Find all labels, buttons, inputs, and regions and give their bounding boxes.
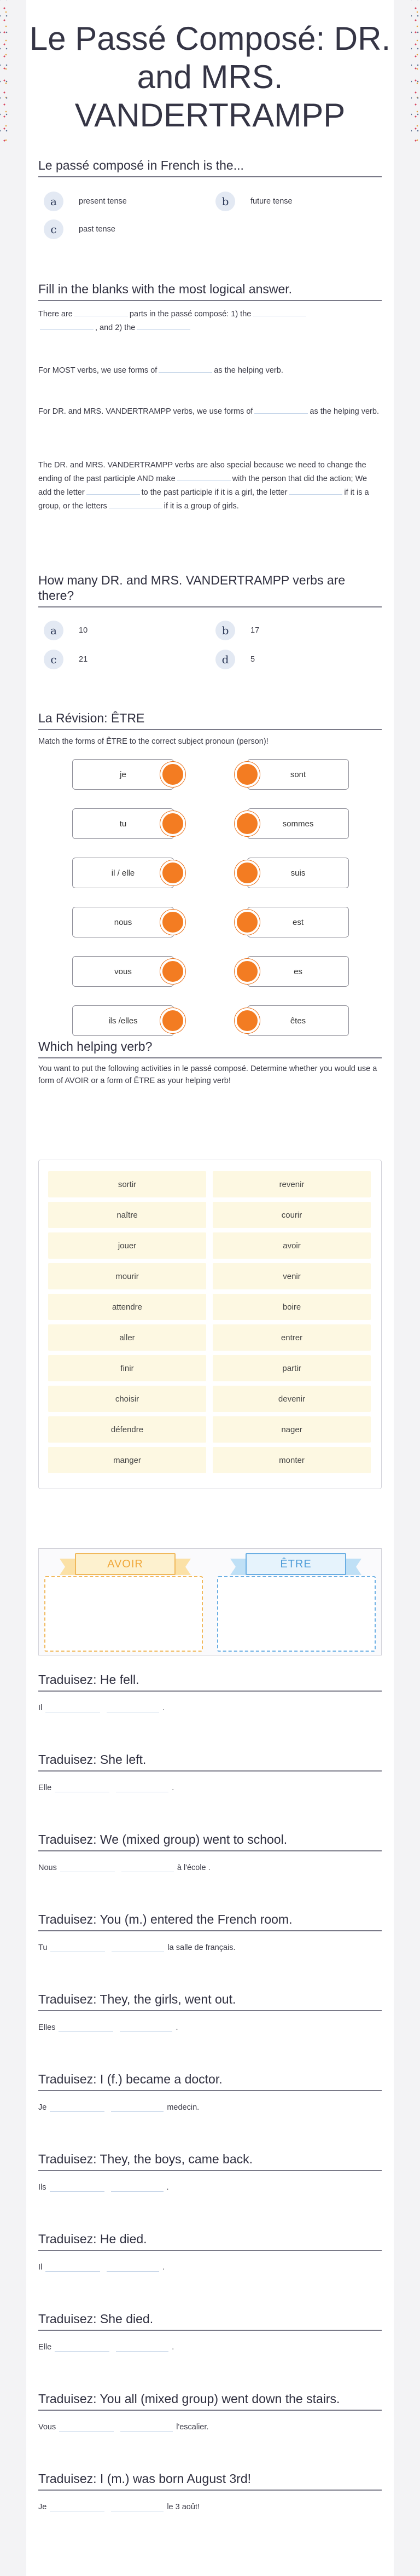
match-right-item[interactable]: suis	[247, 858, 349, 888]
confetti-decoration-left	[0, 0, 9, 142]
subject-pronoun: Tu	[38, 1943, 48, 1952]
q2-sentence-2: For MOST verbs, we use forms of as the helping verb.	[38, 366, 283, 375]
blank-input[interactable]	[137, 322, 190, 330]
match-left-connector[interactable]	[160, 811, 185, 836]
match-left-connector[interactable]	[160, 1008, 185, 1033]
verb-tile[interactable]: naître	[48, 1202, 206, 1228]
translation-exercise	[38, 1752, 382, 1792]
match-left-item[interactable]: tu	[72, 808, 174, 839]
participle-blank[interactable]	[111, 2183, 164, 2192]
q3-heading: How many DR. and MRS. VANDERTRAMPP verbs are there?	[38, 572, 382, 607]
verb-tile[interactable]: devenir	[213, 1386, 371, 1412]
subject-pronoun: Il	[38, 1704, 43, 1712]
blank-input[interactable]	[253, 309, 306, 316]
translation-prompt: Traduisez: She died.	[38, 2311, 382, 2331]
sentence-end: l'escalier.	[176, 2423, 209, 2432]
option-label: past tense	[79, 225, 115, 234]
verb-tiles-box	[38, 1160, 382, 1489]
q3-option-d[interactable]: d 5	[215, 651, 255, 668]
sentence-end: le 3 août!	[167, 2503, 200, 2511]
match-left-connector[interactable]	[160, 910, 185, 935]
translation-prompt: Traduisez: You all (mixed group) went down the stairs.	[38, 2391, 382, 2411]
participle-blank[interactable]	[120, 2423, 173, 2432]
sentence-end: .	[166, 2183, 169, 2192]
sort-bins-area	[38, 1548, 382, 1655]
q3-option-b[interactable]: b 17	[215, 622, 259, 639]
worksheet-page	[26, 0, 394, 2576]
match-left-item[interactable]: il / elle	[72, 858, 174, 888]
blank-input[interactable]	[177, 473, 231, 481]
verb-tile[interactable]: monter	[213, 1447, 371, 1473]
option-badge-a[interactable]: a	[44, 621, 63, 640]
verb-tile[interactable]: courir	[213, 1202, 371, 1228]
subject-pronoun: Il	[38, 2263, 43, 2272]
match-right-connector[interactable]	[235, 1008, 260, 1033]
avoir-label: AVOIR	[75, 1553, 176, 1575]
translation-exercise	[38, 2311, 382, 2352]
blank-input[interactable]	[109, 501, 162, 508]
translation-line	[38, 2423, 382, 2432]
subject-pronoun: Je	[38, 2103, 47, 2112]
translation-prompt: Traduisez: I (m.) was born August 3rd!	[38, 2471, 382, 2491]
auxiliary-blank[interactable]	[45, 1704, 100, 1712]
auxiliary-blank[interactable]	[45, 2263, 100, 2272]
match-right-item[interactable]: êtes	[247, 1005, 349, 1036]
auxiliary-blank[interactable]	[59, 2423, 114, 2432]
verb-tile[interactable]: aller	[48, 1324, 206, 1351]
subject-pronoun: Elle	[38, 1784, 52, 1792]
option-badge-a[interactable]: a	[44, 192, 63, 211]
translation-line	[38, 1863, 382, 1872]
q2-heading: Fill in the blanks with the most logical answer.	[38, 281, 382, 301]
translation-exercise	[38, 1832, 382, 1872]
option-badge-c[interactable]: c	[44, 219, 63, 239]
auxiliary-blank[interactable]	[50, 2503, 104, 2511]
translation-line	[38, 2103, 382, 2112]
match-left-item[interactable]: vous	[72, 956, 174, 987]
participle-blank[interactable]	[111, 2103, 164, 2112]
verb-tile[interactable]: entrer	[213, 1324, 371, 1351]
sentence-end: .	[162, 1704, 165, 1712]
blank-input[interactable]	[86, 487, 140, 495]
subject-pronoun: Ils	[38, 2183, 46, 2192]
auxiliary-blank[interactable]	[50, 2183, 104, 2192]
etre-ribbon	[230, 1553, 361, 1576]
subject-pronoun: Vous	[38, 2423, 56, 2432]
translation-line	[38, 2183, 382, 2192]
match-right-connector[interactable]	[235, 762, 260, 787]
q5-heading: Which helping verb?	[38, 1039, 382, 1058]
translation-line	[38, 1784, 382, 1792]
match-left-connector[interactable]	[160, 762, 185, 787]
blank-input[interactable]	[159, 365, 212, 373]
subject-pronoun: Elles	[38, 2023, 56, 2032]
auxiliary-blank[interactable]	[55, 1784, 109, 1792]
blank-input[interactable]	[74, 309, 128, 316]
sentence-end: medecin.	[167, 2103, 200, 2112]
verb-tile[interactable]: manger	[48, 1447, 206, 1473]
translation-exercise	[38, 1992, 382, 2032]
match-right-item[interactable]: sommes	[247, 808, 349, 839]
q1-option-a[interactable]	[44, 193, 127, 210]
participle-blank[interactable]	[111, 2503, 164, 2511]
option-badge-c[interactable]: c	[44, 650, 63, 669]
subject-pronoun: Je	[38, 2503, 47, 2511]
blank-input[interactable]	[40, 322, 94, 330]
verb-tile[interactable]: revenir	[213, 1171, 371, 1197]
translation-exercise	[38, 2471, 382, 2511]
translation-prompt: Traduisez: I (f.) became a doctor.	[38, 2071, 382, 2091]
sentence-end: à l'école .	[177, 1863, 211, 1872]
avoir-drop-zone[interactable]	[44, 1576, 203, 1652]
sentence-end: .	[162, 2263, 165, 2272]
translation-line	[38, 2343, 382, 2352]
sentence-end: la salle de français.	[167, 1943, 236, 1952]
auxiliary-blank[interactable]	[50, 2103, 104, 2112]
auxiliary-blank[interactable]	[60, 1863, 115, 1872]
etre-label: ÊTRE	[246, 1553, 346, 1575]
subject-pronoun: Nous	[38, 1863, 57, 1872]
q4-instruction: Match the forms of ÊTRE to the correct subject pronoun (person)!	[38, 737, 269, 746]
participle-blank[interactable]	[121, 1863, 174, 1872]
translation-prompt: Traduisez: He fell.	[38, 1672, 382, 1692]
q1-option-c[interactable]	[44, 221, 115, 238]
translation-prompt: Traduisez: They, the boys, came back.	[38, 2151, 382, 2171]
participle-blank[interactable]	[120, 2023, 172, 2032]
participle-blank[interactable]	[116, 2343, 168, 2352]
match-right-connector[interactable]	[235, 811, 260, 836]
etre-drop-zone[interactable]	[217, 1576, 376, 1652]
match-left-item[interactable]: je	[72, 759, 174, 790]
translation-exercise	[38, 2151, 382, 2192]
match-left-item[interactable]: ils /elles	[72, 1005, 174, 1036]
match-right-connector[interactable]	[235, 959, 260, 984]
q1-heading: Le passé composé in French is the...	[38, 158, 382, 177]
participle-blank[interactable]	[112, 1943, 164, 1952]
match-right-item[interactable]: sont	[247, 759, 349, 790]
confetti-decoration-right	[411, 0, 420, 142]
q5-instruction: You want to put the following activities in le passé composé. Determine whether you would use a form of AVOIR or a form of ÊTRE as your helping verb!	[38, 1064, 377, 1085]
auxiliary-blank[interactable]	[55, 2343, 109, 2352]
sentence-end: .	[176, 2023, 178, 2032]
translation-exercise	[38, 2391, 382, 2432]
match-right-item[interactable]: es	[247, 956, 349, 987]
auxiliary-blank[interactable]	[50, 1943, 105, 1952]
translation-exercise	[38, 1912, 382, 1952]
q2-sentence-3: For DR. and MRS. VANDERTRAMPP verbs, we use forms of as the helping verb.	[38, 407, 379, 416]
blank-input[interactable]	[254, 406, 308, 414]
verb-tile[interactable]: sortir	[48, 1171, 206, 1197]
verb-tile[interactable]: finir	[48, 1355, 206, 1381]
sentence-end: .	[172, 2343, 174, 2352]
verb-tile[interactable]: boire	[213, 1294, 371, 1320]
verb-tile[interactable]: défendre	[48, 1416, 206, 1443]
q4-heading: La Révision: ÊTRE	[38, 710, 382, 730]
translation-line	[38, 1704, 382, 1712]
verb-tile[interactable]: attendre	[48, 1294, 206, 1320]
translation-line	[38, 2503, 382, 2511]
translation-prompt: Traduisez: He died.	[38, 2231, 382, 2251]
match-left-connector[interactable]	[160, 860, 185, 885]
q2-sentence-1: There are parts in the passé composé: 1) the , and 2) the	[38, 308, 382, 335]
match-right-connector[interactable]	[235, 860, 260, 885]
subject-pronoun: Elle	[38, 2343, 52, 2352]
translation-prompt: Traduisez: They, the girls, went out.	[38, 1992, 382, 2011]
option-label: future tense	[250, 197, 293, 206]
translation-exercise	[38, 1672, 382, 1712]
sentence-end: .	[172, 1784, 174, 1792]
q3-option-a[interactable]: a 10	[44, 622, 88, 639]
option-badge-b[interactable]: b	[215, 621, 235, 640]
option-badge-b[interactable]: b	[215, 192, 235, 211]
match-right-connector[interactable]	[235, 910, 260, 935]
verb-tile[interactable]: venir	[213, 1263, 371, 1289]
verb-tile[interactable]: partir	[213, 1355, 371, 1381]
translation-line	[38, 2023, 382, 2032]
translation-prompt: Traduisez: We (mixed group) went to school.	[38, 1832, 382, 1851]
auxiliary-blank[interactable]	[59, 2023, 113, 2032]
avoir-ribbon	[60, 1553, 191, 1576]
participle-blank[interactable]	[107, 2263, 159, 2272]
translation-line	[38, 2263, 382, 2272]
translation-exercise	[38, 2071, 382, 2112]
participle-blank[interactable]	[107, 1704, 159, 1712]
option-label: present tense	[79, 197, 127, 206]
option-badge-d[interactable]: d	[215, 650, 235, 669]
match-left-connector[interactable]	[160, 959, 185, 984]
verb-tile[interactable]: nager	[213, 1416, 371, 1443]
q2-sentence-4: The DR. and MRS. VANDERTRAMPP verbs are also special because we need to change the ending of the past participle AND make with the person that did the action; We add the letter to the past participle if it is a girl, the letter if it is a group, or the letters if it is a group of girls.	[38, 461, 369, 511]
translation-prompt: Traduisez: You (m.) entered the French room.	[38, 1912, 382, 1931]
participle-blank[interactable]	[116, 1784, 168, 1792]
blank-input[interactable]	[289, 487, 342, 495]
match-right-item[interactable]: est	[247, 907, 349, 937]
verb-tile[interactable]: avoir	[213, 1232, 371, 1259]
match-left-item[interactable]: nous	[72, 907, 174, 937]
worksheet-title: Le Passé Composé: DR. and MRS. VANDERTRAMPP	[29, 20, 391, 134]
q1-option-b[interactable]	[215, 193, 293, 210]
q3-option-c[interactable]: c 21	[44, 651, 88, 668]
translation-line	[38, 1943, 382, 1952]
verb-tile[interactable]: choisir	[48, 1386, 206, 1412]
translation-exercise	[38, 2231, 382, 2272]
translation-prompt: Traduisez: She left.	[38, 1752, 382, 1772]
verb-tile[interactable]: mourir	[48, 1263, 206, 1289]
verb-tile[interactable]: jouer	[48, 1232, 206, 1259]
